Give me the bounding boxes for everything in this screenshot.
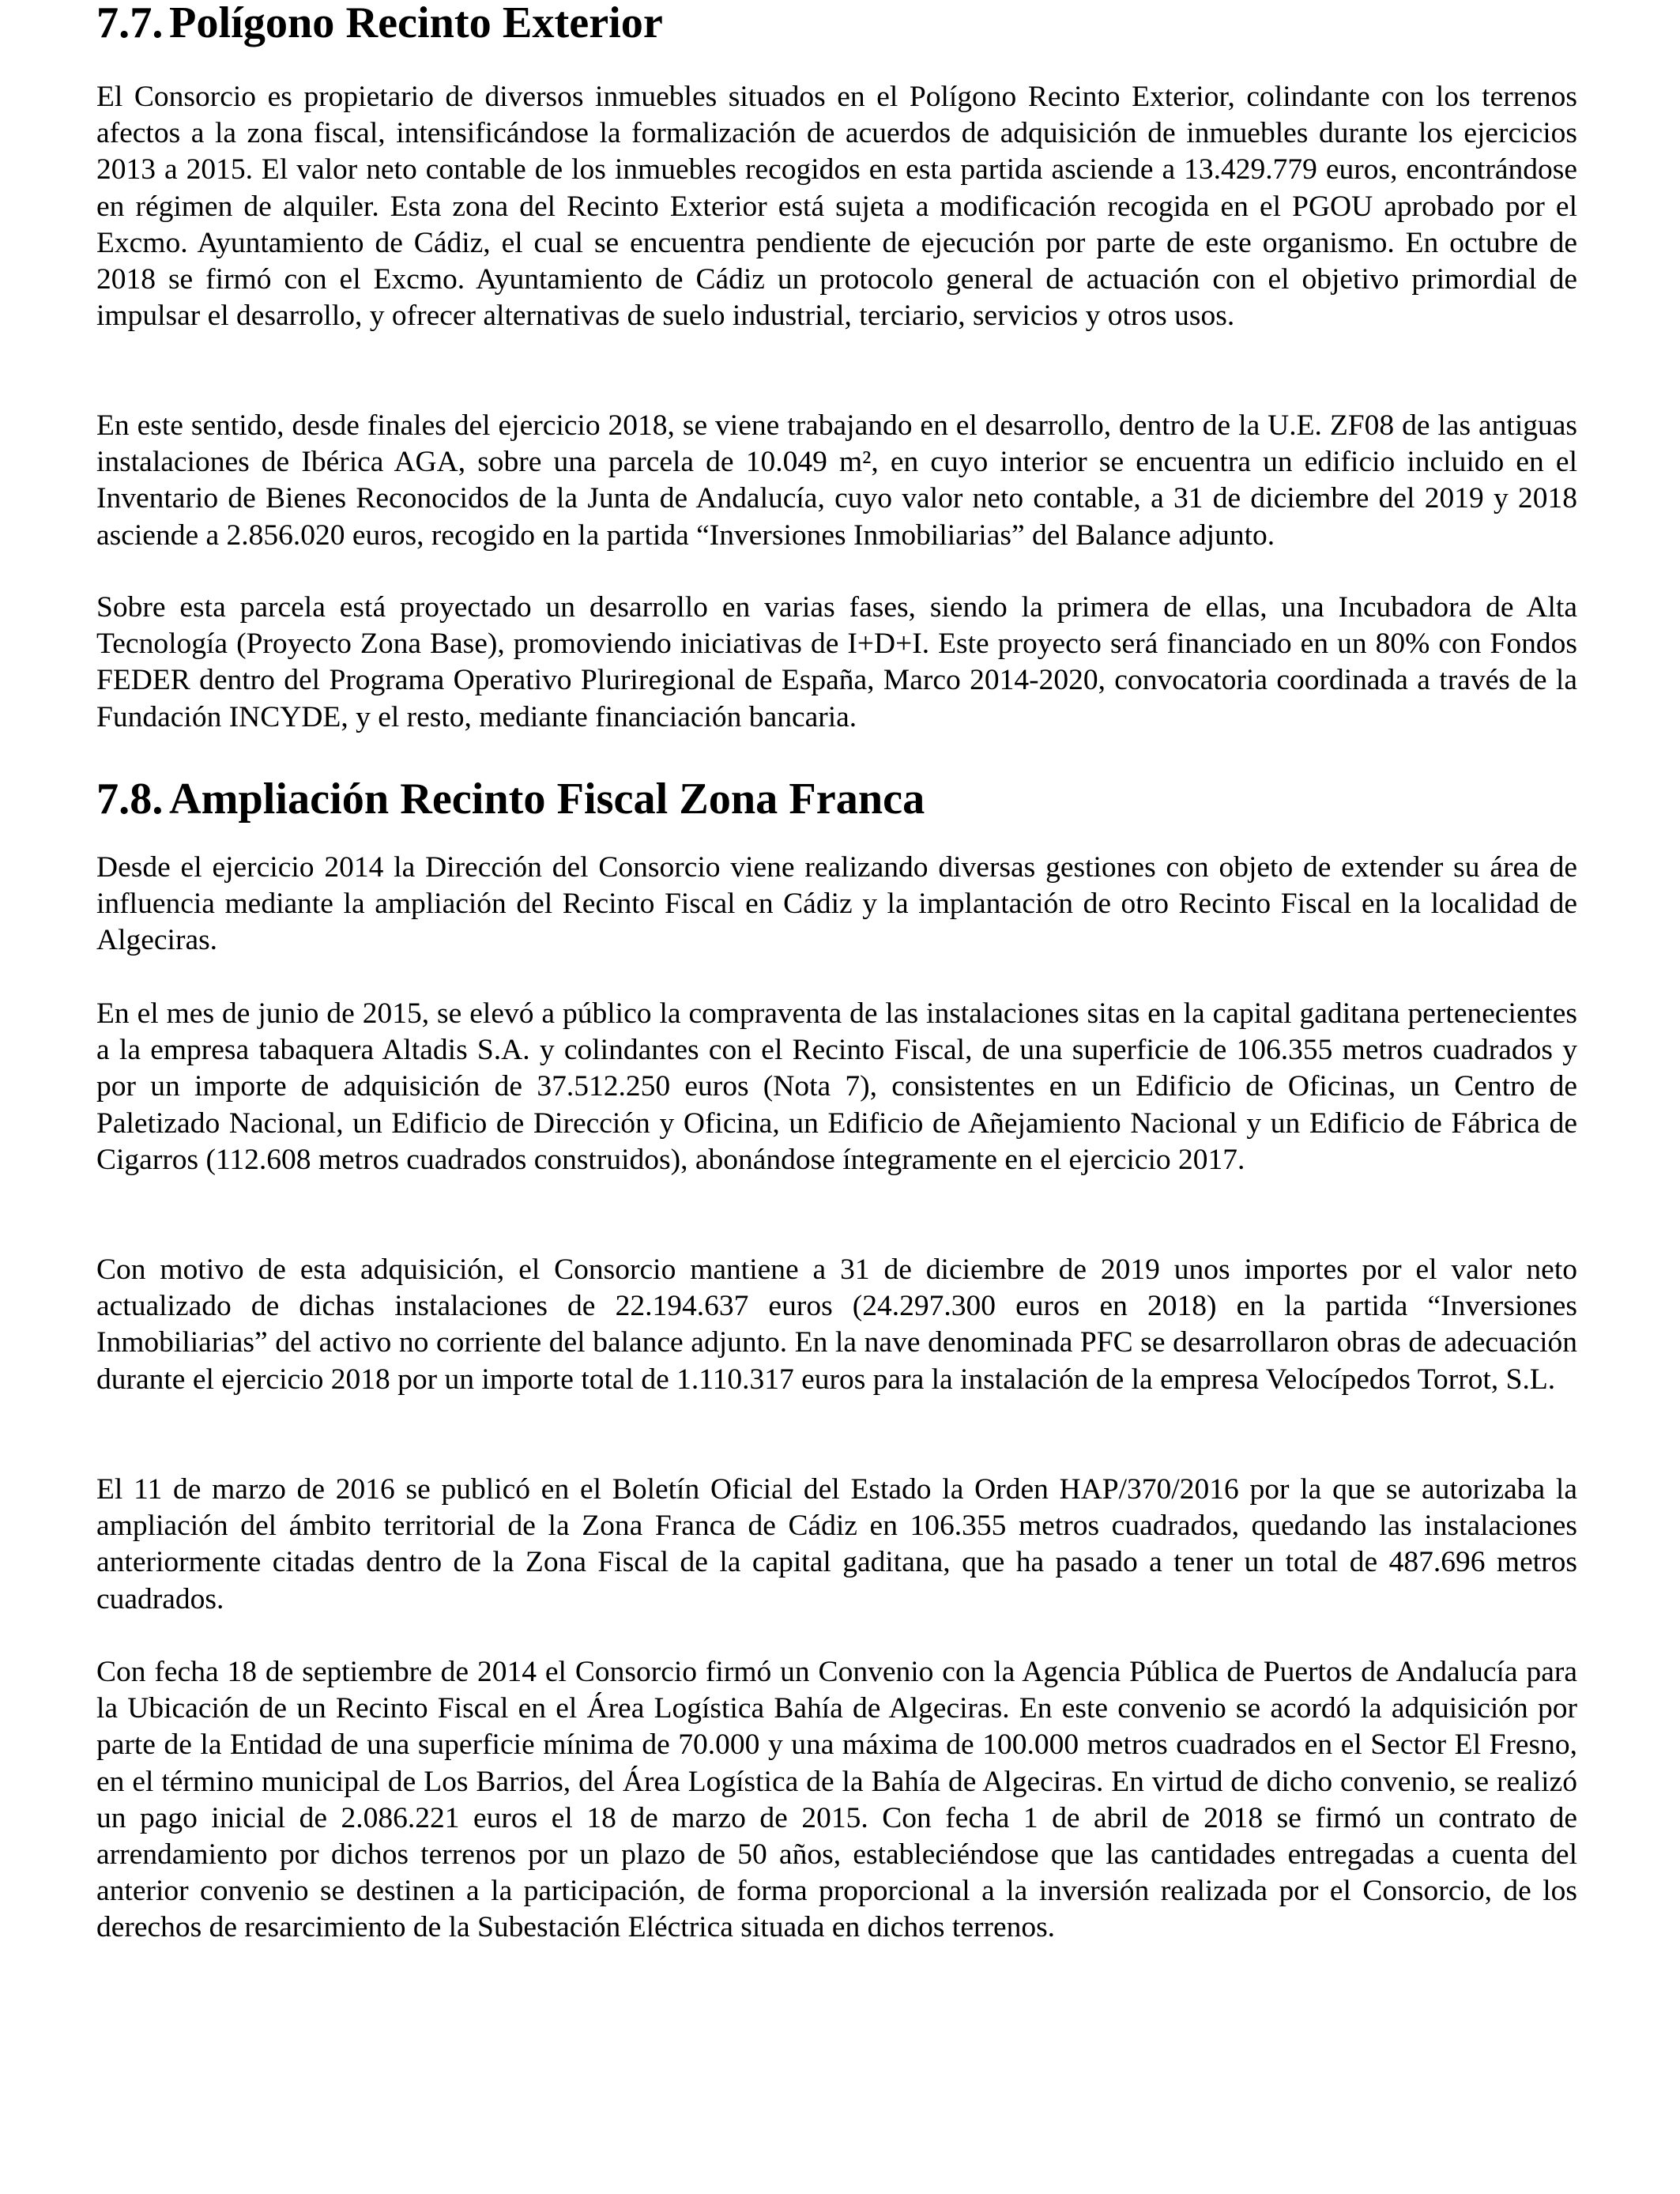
- section-heading-7-8: [96, 775, 925, 824]
- paragraph: Sobre esta parcela está proyectado un desarrollo en varias fases, siendo la primera de ellas, una Incubadora de Alta Tecnología (Proyecto Zona Base), promoviendo iniciativas de I+D+I. Este proyecto será financiado en un 80% con Fondos FEDER dentro del Programa Operativo Pluriregional de España, Marco 2014-2020, convocatoria coordinada a través de la Fundación INCYDE, y el resto, mediante financiación bancaria.: [96, 591, 1577, 733]
- section-title: Polígono Recinto Exterior: [169, 0, 663, 47]
- section-title: Ampliación Recinto Fiscal Zona Franca: [169, 775, 925, 824]
- paragraph: En el mes de junio de 2015, se elevó a público la compraventa de las instalaciones sitas en la capital gaditana pertenecientes a la empresa tabaquera Altadis S.A. y colindantes con el Recinto Fiscal, de una superficie de 106.355 metros cuadrados y por un importe de adquisición de 37.512.250 euros (Nota 7), consistentes en un Edificio de Oficinas, un Centro de Paletizado Nacional, un Edificio de Dirección y Oficina, un Edificio de Añejamiento Nacional y un Edificio de Fábrica de Cigarros (112.608 metros cuadrados construidos), abonándose íntegramente en el ejercicio 2017.: [96, 997, 1577, 1176]
- section-number: 7.8.: [96, 775, 164, 824]
- section-number: 7.7.: [96, 0, 164, 47]
- paragraph: Desde el ejercicio 2014 la Dirección del Consorcio viene realizando diversas gestiones con objeto de extender su área de influencia mediante la ampliación del Recinto Fiscal en Cádiz y la implantación de otro Recinto Fiscal en la localidad de Algeciras.: [96, 851, 1577, 957]
- paragraph: Con motivo de esta adquisición, el Consorcio mantiene a 31 de diciembre de 2019 unos importes por el valor neto actualizado de dichas instalaciones de 22.194.637 euros (24.297.300 euros en 2018) en la partida “Inversiones Inmobiliarias” del activo no corriente del balance adjunto. En la nave denominada PFC se desarrollaron obras de adecuación durante el ejercicio 2018 por un importe total de 1.110.317 euros para la instalación de la empresa Velocípedos Torrot, S.L.: [96, 1253, 1577, 1396]
- section-heading-7-7: [96, 0, 663, 47]
- paragraph: El 11 de marzo de 2016 se publicó en el Boletín Oficial del Estado la Orden HAP/370/2016 por la que se autorizaba la ampliación del ámbito territorial de la Zona Franca de Cádiz en 106.355 metros cuadrados, quedando las instalaciones anteriormente citadas dentro de la Zona Fiscal de la capital gaditana, que ha pasado a tener un total de 487.696 metros cuadrados.: [96, 1473, 1577, 1615]
- paragraph: El Consorcio es propietario de diversos inmuebles situados en el Polígono Recinto Exterior, colindante con los terrenos afectos a la zona fiscal, intensificándose la formalización de acuerdos de adquisición de inmuebles durante los ejercicios 2013 a 2015. El valor neto contable de los inmuebles recogidos en esta partida asciende a 13.429.779 euros, encontrándose en régimen de alquiler. Esta zona del Recinto Exterior está sujeta a modificación recogida en el PGOU aprobado por el Excmo. Ayuntamiento de Cádiz, el cual se encuentra pendiente de ejecución por parte de este organismo. En octubre de 2018 se firmó con el Excmo. Ayuntamiento de Cádiz un protocolo general de actuación con el objetivo primordial de impulsar el desarrollo, y ofrecer alternativas de suelo industrial, terciario, servicios y otros usos.: [96, 81, 1577, 333]
- paragraph: En este sentido, desde finales del ejercicio 2018, se viene trabajando en el desarrollo, dentro de la U.E. ZF08 de las antiguas instalaciones de Ibérica AGA, sobre una parcela de 10.049 m², en cuyo interior se encuentra un edificio incluido en el Inventario de Bienes Reconocidos de la Junta de Andalucía, cuyo valor neto contable, a 31 de diciembre del 2019 y 2018 asciende a 2.856.020 euros, recogido en la partida “Inversiones Inmobiliarias” del Balance adjunto.: [96, 409, 1577, 552]
- paragraph: Con fecha 18 de septiembre de 2014 el Consorcio firmó un Convenio con la Agencia Pública de Puertos de Andalucía para la Ubicación de un Recinto Fiscal en el Área Logística Bahía de Algeciras. En este convenio se acordó la adquisición por parte de la Entidad de una superficie mínima de 70.000 y una máxima de 100.000 metros cuadrados en el Sector El Fresno, en el término municipal de Los Barrios, del Área Logística de la Bahía de Algeciras. En virtud de dicho convenio, se realizó un pago inicial de 2.086.221 euros el 18 de marzo de 2015. Con fecha 1 de abril de 2018 se firmó un contrato de arrendamiento por dichos terrenos por un plazo de 50 años, estableciéndose que las cantidades entregadas a cuenta del anterior convenio se destinen a la participación, de forma proporcional a la inversión realizada por el Consorcio, de los derechos de resarcimiento de la Subestación Eléctrica situada en dichos terrenos.: [96, 1656, 1577, 1944]
